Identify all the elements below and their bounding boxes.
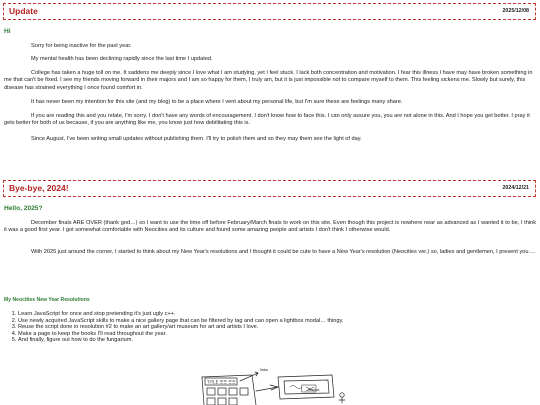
post-header-bye-bye xyxy=(3,180,536,197)
post-paragraph: Sorry for being inactive for the past year. xyxy=(31,43,132,49)
post-header-update xyxy=(3,3,536,20)
post-paragraph: College has taken a huge toll on me. It saddens me deeply since I love what I am studying, yet I feel stuck. I lack both concentration and motivation. I fear this illness I have may have broken something in me that can't be fixed. I see my friends moving forward in their majors and I am so happy for them, I truly am, but it is just impossible not to compare myself to them. This feeling sickens me. Slowly but surely, this disease has strained everything I once found comfort in. xyxy=(4,70,533,91)
post-paragraph: With 2025 just around the corner, I started to think about my New Year's resolutions and I thought it could be cute to have a New Year's resolution (Neocities ver.) so, ladies and gentlemen, I present you…. xyxy=(31,249,536,255)
sketch-title-label: TITLE ☰☰ ☰☰ xyxy=(207,379,236,385)
post-date: 2025/12/08 xyxy=(502,8,529,14)
post-greeting: Hi xyxy=(4,28,11,35)
list-item: 5. And finally, figure out how to do the fungarium. xyxy=(18,337,538,344)
post-paragraph: My mental health has been declining rapidly since the last time I updated. xyxy=(31,56,213,62)
post-paragraph: It has never been my intention for this site (and my blog) to be a place where I vent about my personal life, but I'm sure these are feelings many share. xyxy=(31,99,403,105)
list-item: 3. Reuse the script done in resolution #2 to make an art gallery/art museum for art and artists I love. xyxy=(18,324,538,331)
post-title: Bye-bye, 2024! xyxy=(9,183,69,193)
list-item: 2. Use newly acquired JavaScript skills to make a nice gallery page that can be filtered by tag and can open a lightbox modal… thingy. xyxy=(18,318,538,325)
list-item: 4. Make a page to keep the books I'll read throughout the year. xyxy=(18,331,538,338)
post-paragraph: If you are reading this and you relate, I'm sorry. I don't have any words of encouragement. I don't know how to face this. I can only assure you, you are not alone in this. And I hope you get better. I pray it gets better for both of us because, if you are anything like me, you know just how debilitating this is. xyxy=(4,113,530,127)
post-paragraph: December finals ARE OVER (thank god…) so I want to use the time off before February/March finals to work on this site. Even though this project is nowhere near as advanced as I wanted it to be, I think it was a good first year. I got somewhat comfortable with Neocities and its culture and found some amazing people and artists I don't think I otherwise would. xyxy=(4,220,536,234)
post-title: Update xyxy=(9,6,38,16)
post-greeting: Hello, 2025? xyxy=(4,205,43,212)
post-paragraph: Since August, I've been writing small updates without publishing them. I'll try to polish them and so they may them see the light of day. xyxy=(31,136,362,142)
sketch-links-label: links xyxy=(260,367,269,372)
sketch-side-label: Sorbox xyxy=(308,388,320,392)
resolutions-heading: My Neocities New Year Resolutions xyxy=(4,297,90,303)
resolutions-list xyxy=(4,311,538,344)
post-date: 2024/12/21 xyxy=(502,185,529,191)
list-item: 1. Learn JavaScript for once and stop pretending it's just ugly c++. xyxy=(18,311,538,318)
gallery-sketch-image xyxy=(192,365,352,405)
